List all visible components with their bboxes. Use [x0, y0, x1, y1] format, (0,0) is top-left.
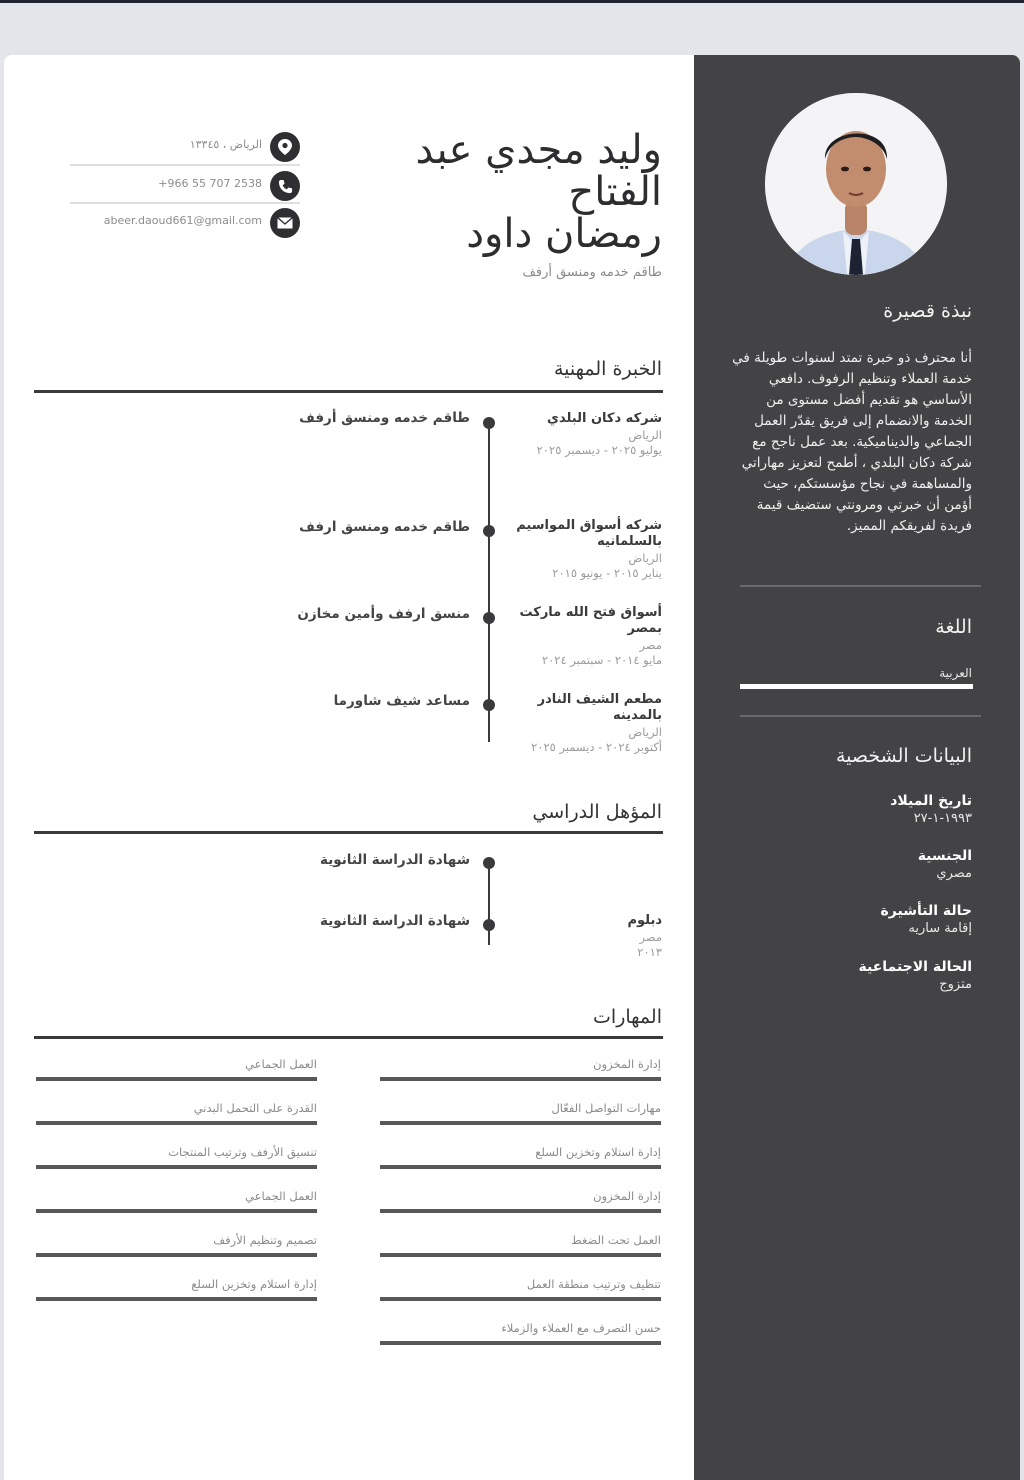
skill-item: [36, 1277, 317, 1301]
language-heading: اللغة: [935, 616, 972, 638]
name-line: وليد مجدي عبد: [415, 127, 662, 173]
experience-location: الرياض: [628, 428, 662, 442]
skill-name: العمل الجماعي: [245, 1189, 317, 1203]
skill-name: العمل تحت الضغط: [571, 1233, 661, 1247]
skill-bar: [380, 1165, 661, 1169]
experience-location: مصر: [639, 638, 662, 652]
personal-label: الجنسية: [917, 848, 972, 864]
personal-item-birthdate: [890, 793, 972, 826]
skill-bar: [36, 1297, 317, 1301]
experience-location: الرياض: [628, 725, 662, 739]
skill-item: [380, 1321, 661, 1345]
full-name: [342, 129, 662, 255]
experience-role: منسق ارفف وأمين مخازن: [297, 606, 470, 622]
top-rule: [0, 0, 1024, 3]
skill-bar: [380, 1341, 661, 1345]
language-level-bar: [740, 684, 973, 689]
experience-timeline: [488, 422, 490, 742]
experience-meta: [542, 638, 662, 668]
skill-item: [380, 1101, 661, 1125]
experience-role: طاقم خدمه ومنسق أرفف: [299, 410, 470, 426]
education-year: ٢٠١٣: [637, 945, 662, 959]
education-title: شهادة الدراسة الثانوية: [320, 913, 470, 929]
section-rule: [34, 831, 663, 834]
skill-name: تنسيق الأرفف وترتيب المنتجات: [168, 1145, 317, 1159]
profile-photo-image: [765, 93, 947, 275]
personal-label: تاريخ الميلاد: [890, 793, 972, 809]
skill-item: [380, 1233, 661, 1257]
timeline-dot: [483, 857, 495, 869]
education-meta: [637, 930, 662, 960]
section-rule: [34, 390, 663, 393]
skill-bar: [36, 1209, 317, 1213]
personal-item-nationality: [918, 848, 972, 881]
experience-role: مساعد شيف شاورما: [333, 693, 470, 709]
envelope-icon: [270, 208, 300, 238]
skill-bar: [380, 1209, 661, 1213]
about-heading: نبذة قصيرة: [883, 300, 972, 322]
skill-name: إدارة استلام وتخزين السلع: [535, 1145, 661, 1159]
experience-company: شركه دكان البلدي: [547, 411, 662, 426]
experience-period: يناير ٢٠١٥ - يونيو ٢٠١٥: [552, 566, 662, 580]
name-line: الفتاح: [568, 169, 662, 215]
experience-meta: [537, 428, 662, 458]
timeline-dot: [483, 612, 495, 624]
skill-item: [36, 1233, 317, 1257]
personal-value: مصري: [936, 866, 972, 881]
personal-label: الحالة الاجتماعية: [858, 959, 972, 975]
personal-item-visa: [881, 903, 972, 936]
location-pin-icon: [270, 132, 300, 162]
contact-divider: [70, 202, 300, 204]
experience-company: شركه أسواق المواسيم بالسلمانيه: [516, 518, 662, 549]
language-item: العربية: [939, 666, 972, 680]
skill-bar: [36, 1077, 317, 1081]
personal-heading: البيانات الشخصية: [835, 745, 972, 767]
timeline-dot: [483, 417, 495, 429]
skill-name: تصميم وتنظيم الأرفف: [213, 1233, 317, 1247]
skill-bar: [36, 1165, 317, 1169]
skill-item: [380, 1277, 661, 1301]
education-location: مصر: [639, 930, 662, 944]
skill-item: [36, 1189, 317, 1213]
education-timeline: [488, 861, 490, 945]
timeline-dot: [483, 525, 495, 537]
timeline-dot: [483, 919, 495, 931]
skill-bar: [380, 1297, 661, 1301]
skill-bar: [380, 1253, 661, 1257]
skill-item: [36, 1057, 317, 1081]
experience-period: أكتوبر ٢٠٢٤ - ديسمبر ٢٠٢٥: [531, 740, 662, 754]
phone-icon: [270, 171, 300, 201]
sidebar-divider: [740, 715, 981, 717]
skill-item: [380, 1189, 661, 1213]
skill-name: القدرة على التحمل البدني: [193, 1101, 317, 1115]
personal-value: ١٩٩٣-١-٢٧: [913, 811, 972, 826]
skills-heading: المهارات: [593, 1006, 662, 1028]
education-degree: دبلوم: [627, 913, 662, 928]
education-title: شهادة الدراسة الثانوية: [320, 852, 470, 868]
job-title: طاقم خدمه ومنسق أرفف: [522, 265, 662, 280]
experience-role: طاقم خدمه ومنسق ارفف: [299, 519, 470, 535]
skill-bar: [36, 1121, 317, 1125]
skill-name: إدارة المخزون: [593, 1189, 661, 1203]
experience-meta: [531, 725, 662, 755]
skill-name: العمل الجماعي: [245, 1057, 317, 1071]
location-text: الرياض ، ١٣٣٤٥: [189, 138, 262, 151]
experience-period: يوليو ٢٠٢٥ - ديسمبر ٢٠٢٥: [536, 443, 662, 457]
skill-name: مهارات التواصل الفعّال: [551, 1101, 661, 1115]
skill-name: حسن التصرف مع العملاء والزملاء: [501, 1321, 661, 1335]
main-content: [4, 55, 694, 1480]
skill-item: [380, 1057, 661, 1081]
profile-photo: [765, 93, 947, 275]
skill-name: إدارة المخزون: [593, 1057, 661, 1071]
experience-location: الرياض: [628, 551, 662, 565]
phone-text: +966 55 707 2538: [158, 177, 262, 190]
contact-divider: [70, 164, 300, 166]
skill-item: [36, 1145, 317, 1169]
personal-value: متزوج: [939, 977, 972, 992]
personal-label: حالة التأشيرة: [880, 903, 972, 919]
email-text: abeer.daoud661@gmail.com: [103, 214, 262, 227]
experience-period: مايو ٢٠١٤ - سبتمبر ٢٠٢٤: [541, 653, 662, 667]
section-rule: [34, 1036, 663, 1039]
skill-bar: [380, 1077, 661, 1081]
skill-name: إدارة استلام وتخزين السلع: [191, 1277, 317, 1291]
education-heading: المؤهل الدراسي: [532, 801, 662, 823]
contact-phone: [70, 171, 300, 201]
experience-meta: [552, 551, 662, 581]
sidebar: [694, 55, 1020, 1480]
skill-bar: [380, 1121, 661, 1125]
skill-bar: [36, 1253, 317, 1257]
skill-item: [36, 1101, 317, 1125]
experience-company: أسواق فتح الله ماركت بمصر: [519, 605, 662, 636]
contact-email: [70, 208, 300, 238]
contact-location: [70, 132, 300, 162]
experience-company: مطعم الشيف النادر بالمدينه: [537, 692, 662, 723]
resume-page: [4, 55, 1020, 1480]
experience-heading: الخبرة المهنية: [553, 358, 662, 380]
skill-name: تنظيف وترتيب منطقة العمل: [526, 1277, 661, 1291]
personal-item-marital: [859, 959, 972, 992]
name-line: رمضان داود: [466, 211, 662, 257]
personal-value: إقامة ساريه: [908, 921, 972, 936]
about-text: أنا محترف ذو خبرة تمتد لسنوات طويلة في خدمة العملاء وتنظيم الرفوف. دافعي الأساسي هو تقديم أفضل مستوى من الخدمة والانضمام إلى فريق يقدّر العمل الجماعي والديناميكية. بعد عمل ناجح مع شركة دكان البلدي ، أطمح لتعزيز مهاراتي والمساهمة في نجاح مؤسستكم، حيث أؤمن أن خبرتي ومرونتي ستضيف قيمة فريدة لفريقكم المميز.: [732, 350, 972, 534]
sidebar-divider: [740, 585, 981, 587]
timeline-dot: [483, 699, 495, 711]
skill-item: [380, 1145, 661, 1169]
